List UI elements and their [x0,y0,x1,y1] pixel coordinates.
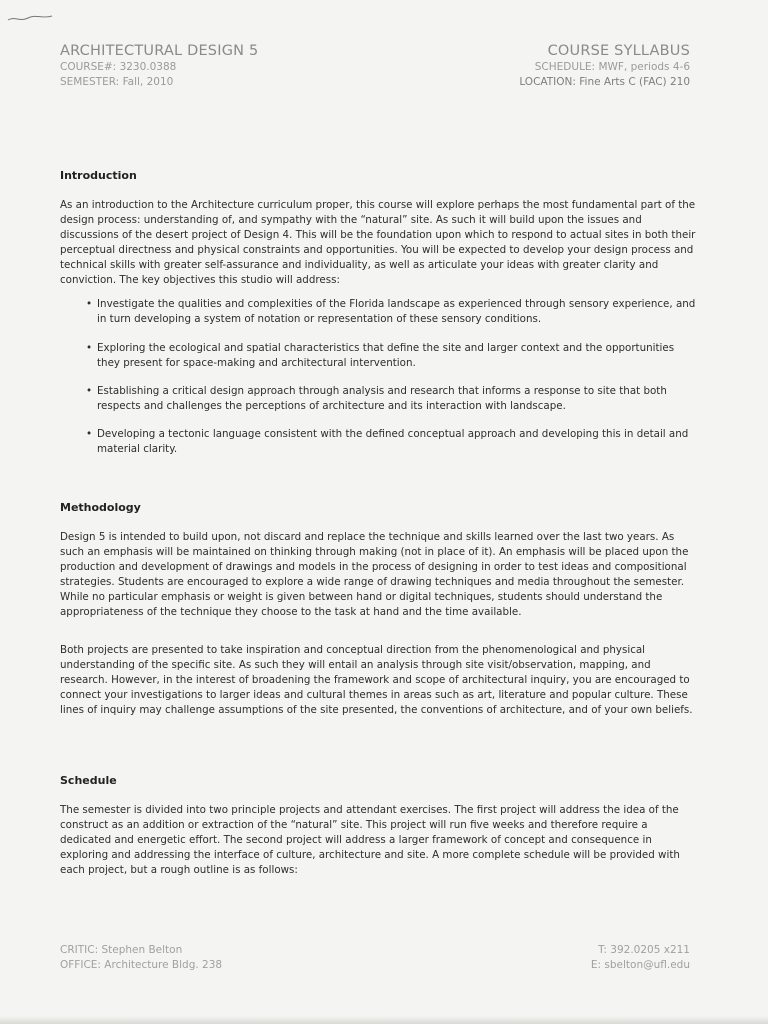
footer-left [60,943,390,973]
bullet-dot: • [86,385,93,397]
footer-right [360,943,690,973]
bullet-dot: • [86,298,93,310]
introduction-heading: Introduction [60,169,137,182]
methodology-heading: Methodology [60,501,141,514]
objective-bullet-2: • Exploring the ecological and spatial characteristics that define the site and larger context and the opportunities they present for space-making and architectural intervention. [86,342,675,369]
bullet-dot: • [86,428,93,440]
methodology-paragraph-2: Both projects are presented to take inspiration and conceptual direction from the phenomenological and physical understanding of the specific site. As such they will entail an analysis through site visit/observation, mapping, and research. However, in the interest of broadening the framework and scope of architectural inquiry, you are encouraged to connect your investigations to larger ideas and cultural themes in areas such as art, literature and popular culture. These lines of inquiry may challenge assumptions of the site presented, the conventions of architecture, and of your own beliefs. [60,644,693,716]
bullet-dot: • [86,342,93,354]
document-type: COURSE SYLLABUS [547,43,690,59]
semester: SEMESTER: Fall, 2010 [60,76,174,88]
header-right [360,42,690,90]
page-edge-shadow [0,1016,768,1024]
objective-bullet-1: • Investigate the qualities and complexities of the Florida landscape as experienced through sensory experience, and in turn developing a system of notation or representation of these sensory conditions. [86,298,696,325]
introduction-paragraph: As an introduction to the Architecture curriculum proper, this course will explore perhaps the most fundamental part of the design process: understanding of, and sympathy with the “natural” site. As such it will build upon the issues and discussions of the desert project of Design 4. This will be the foundation upon which to respond to actual sites in both their perceptual directness and physical constraints and opportunities. You will be expected to develop your design process and technical skills with greater self-assurance and individuality, as well as articulate your ideas with greater clarity and conviction. The key objectives this studio will address: [60,199,696,286]
methodology-paragraph-1: Design 5 is intended to build upon, not discard and replace the technique and skills learned over the last two years. As such an emphasis will be maintained on thinking through making (not in place of it). An emphasis will be placed upon the production and development of drawings and models in the process of designing in order to test ideas and compositional strategies. Students are encouraged to explore a wide range of drawing techniques and media throughout the semester. While no particular emphasis or weight is given between hand or digital techniques, students should understand the appropriateness of the technique they choose to the task at hand and the time available. [60,531,689,618]
objective-bullet-3: • Establishing a critical design approach through analysis and research that informs a response to site that both respects and challenges the perceptions of architecture and its interaction with landscape. [86,385,667,412]
schedule-heading: Schedule [60,774,117,787]
email-info: E: sbelton@ufl.edu [590,959,690,971]
critic-info: CRITIC: Stephen Belton [60,944,183,956]
schedule-info: SCHEDULE: MWF, periods 4-6 [534,61,690,73]
pencil-mark [6,10,54,24]
course-title: ARCHITECTURAL DESIGN 5 [60,43,259,59]
location-info: LOCATION: Fine Arts C (FAC) 210 [519,76,690,88]
course-number: COURSE#: 3230.0388 [60,61,177,73]
header-left [60,42,390,90]
phone-info: T: 392.0205 x211 [598,944,690,956]
schedule-paragraph: The semester is divided into two principle projects and attendant exercises. The first project will address the idea of the construct as an addition or extraction of the “natural” site. This project will run five weeks and therefore require a dedicated and energetic effort. The second project will address a larger framework of concept and consequence in exploring and addressing the interface of culture, architecture and site. A more complete schedule will be provided with each project, but a rough outline is as follows: [60,804,680,876]
objective-bullet-4: • Developing a tectonic language consistent with the defined conceptual approach and developing this in detail and material clarity. [86,428,689,455]
office-info: OFFICE: Architecture Bldg. 238 [60,959,223,971]
